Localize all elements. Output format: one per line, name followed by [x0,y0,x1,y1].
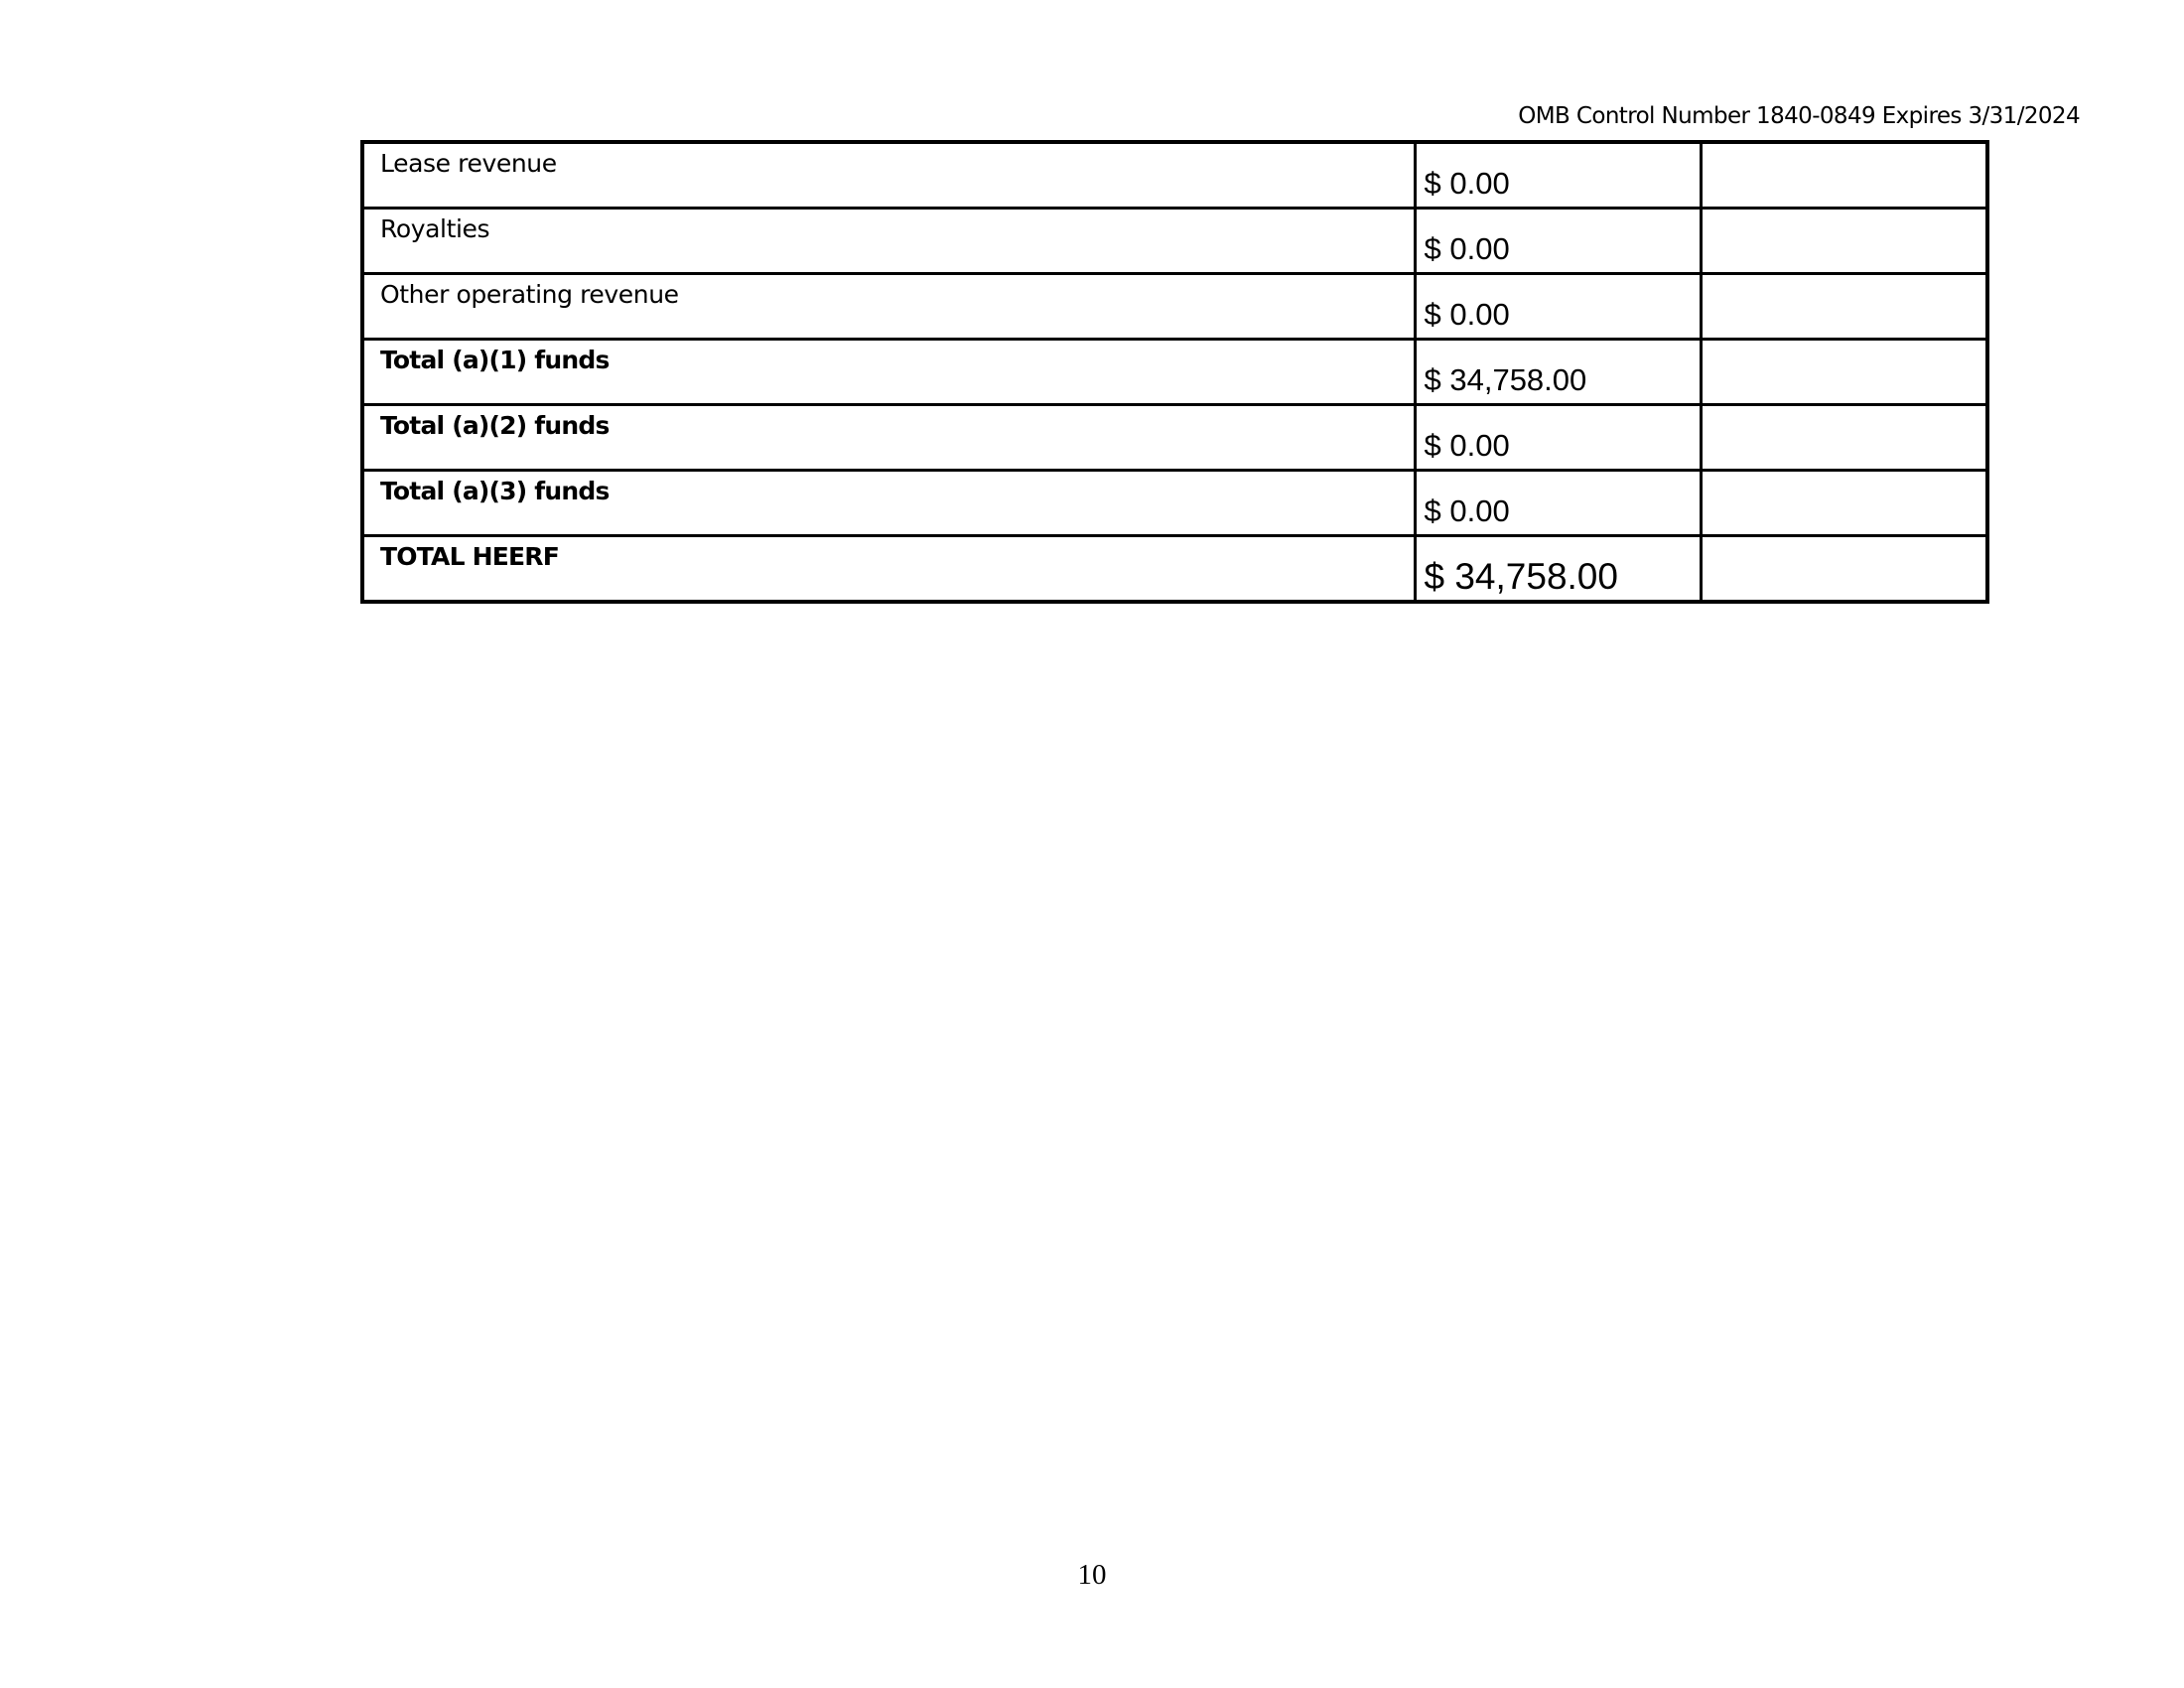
empty-field[interactable] [1701,471,1987,536]
row-label: Lease revenue [362,142,1415,209]
empty-field[interactable] [1701,274,1987,340]
table-row [362,142,1987,209]
table-row [362,340,1987,405]
empty-field[interactable] [1701,142,1987,209]
amount-field[interactable]: $ 0.00 [1415,274,1701,340]
amount-field[interactable]: $ 34,758.00 [1415,340,1701,405]
table-row [362,274,1987,340]
row-label: Total (a)(1) funds [362,340,1415,405]
table-row [362,536,1987,603]
empty-field[interactable] [1701,340,1987,405]
row-label: TOTAL HEERF [362,536,1415,603]
heerf-funds-table [360,140,1989,604]
amount-field[interactable]: $ 0.00 [1415,405,1701,471]
empty-field[interactable] [1701,209,1987,274]
amount-field[interactable]: $ 0.00 [1415,142,1701,209]
table-row [362,405,1987,471]
table-row [362,209,1987,274]
empty-field[interactable] [1701,405,1987,471]
amount-field[interactable]: $ 0.00 [1415,209,1701,274]
table-row [362,471,1987,536]
empty-field[interactable] [1701,536,1987,603]
row-label: Other operating revenue [362,274,1415,340]
row-label: Total (a)(3) funds [362,471,1415,536]
page-number: 10 [1077,1559,1107,1591]
omb-control-number: OMB Control Number 1840-0849 Expires 3/31/2024 [1518,103,2080,129]
row-label: Total (a)(2) funds [362,405,1415,471]
row-label: Royalties [362,209,1415,274]
amount-field[interactable]: $ 0.00 [1415,471,1701,536]
amount-field[interactable]: $ 34,758.00 [1415,536,1701,603]
